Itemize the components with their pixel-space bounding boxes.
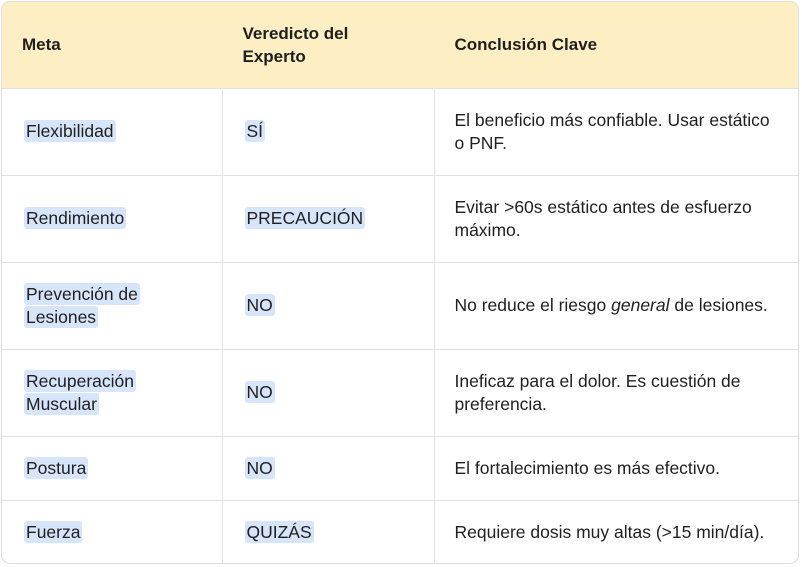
conclusion-cell [434,262,798,349]
goal-label: Rendimiento [26,208,125,228]
conclusion-text: Evitar >60s estático antes de esfuerzo máximo. [454,196,752,240]
verdict-cell [222,349,434,436]
verdict-label: SÍ [246,121,264,141]
conclusion-cell [434,349,798,436]
comparison-table-card [1,1,799,564]
verdict-cell [222,262,434,349]
goal-cell [2,500,222,564]
goal-cell [2,175,222,262]
table-row [2,88,798,175]
conclusion-text: El fortalecimiento es más efectivo. [454,457,721,478]
goal-label: Recuperación Muscular [26,370,134,414]
stretching-goals-table [2,2,798,564]
verdict-cell [222,500,434,564]
conclusion-cell [434,88,798,175]
goal-cell [2,262,222,349]
table-header-row [2,2,798,88]
goal-label: Fuerza [26,521,81,542]
conclusion-text: No reduce el riesgo [454,295,612,315]
goal-label: Postura [26,457,87,478]
conclusion-cell [434,436,798,500]
table-row [2,175,798,262]
goal-cell [2,88,222,175]
header-conclusion: Conclusión Clave [434,2,798,88]
conclusion-text: El beneficio más confiable. Usar estático o PNF. [454,109,770,153]
conclusion-emphasis: general [611,295,670,315]
verdict-cell [222,436,434,500]
goal-cell [2,349,222,436]
table-row [2,262,798,349]
verdict-label: PRECAUCIÓN [246,208,364,228]
conclusion-cell [434,500,798,564]
verdict-label: NO [246,457,273,478]
header-verdict: Veredicto del Experto [222,2,434,88]
goal-label: Flexibilidad [26,121,114,141]
goal-label: Prevención de Lesiones [26,283,138,327]
conclusion-text: Requiere dosis muy altas (>15 min/día). [454,521,765,542]
verdict-label: QUIZÁS [246,521,312,542]
verdict-cell [222,88,434,175]
conclusion-cell [434,175,798,262]
table-row [2,500,798,564]
verdict-cell [222,175,434,262]
table-row [2,349,798,436]
verdict-label: NO [246,295,273,315]
verdict-label: NO [246,382,273,402]
table-row [2,436,798,500]
conclusion-text-end: de lesiones. [669,295,768,315]
conclusion-text: Ineficaz para el dolor. Es cuestión de preferencia. [454,370,741,414]
header-goal: Meta [22,35,61,55]
goal-cell [2,436,222,500]
